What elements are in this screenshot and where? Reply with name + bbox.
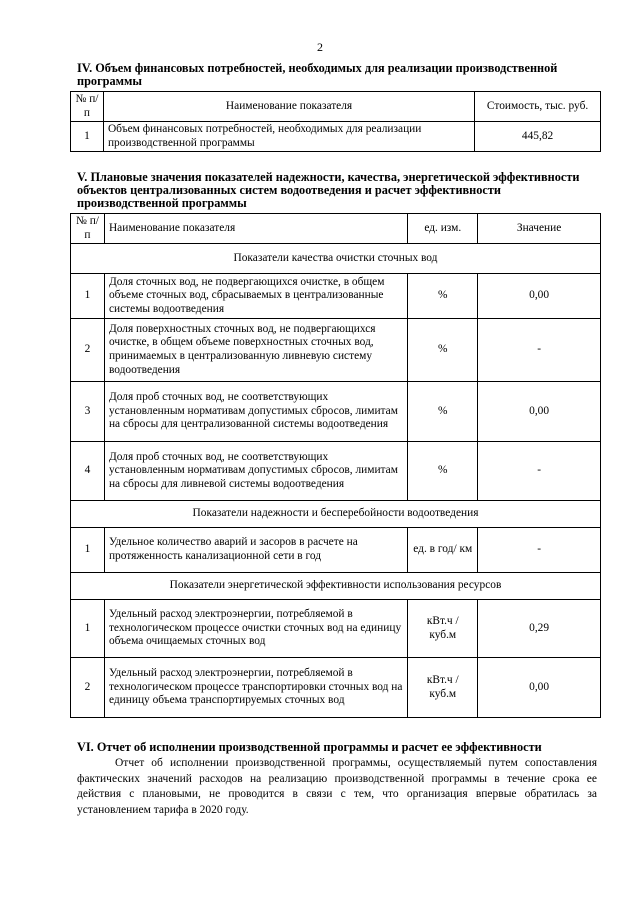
row-num: 3 <box>71 382 105 442</box>
financial-needs-table <box>70 91 601 152</box>
section-6-heading: VI. Отчет об исполнении производственной программы и расчет ее эффективности <box>77 740 542 754</box>
row-value: - <box>478 528 601 573</box>
row-name: Доля поверхностных сточных вод, не подвергающихся очистке, в общем объеме поверхностных сточных вод, принимаемых в централизованную ливневую систему водоотведения <box>104 319 407 382</box>
group-row <box>71 244 601 274</box>
row-num: 1 <box>71 122 104 152</box>
section-6-paragraph: Отчет об исполнении производственной программы, осуществляемый путем сопоставления фактических значений расходов на реализацию производственной программы в течение срока ее действия с плановыми, не проводится в связи с тем, что организация впервые обратилась за установлением тарифа в 2020 году. <box>77 757 597 816</box>
row-num: 4 <box>71 442 105 501</box>
row-num: 1 <box>71 528 105 573</box>
table-row <box>71 319 601 382</box>
row-value: 0,29 <box>478 600 601 658</box>
header-name: Наименование показателя <box>103 92 474 122</box>
table-row <box>71 122 601 152</box>
row-unit: кВт.ч / куб.м <box>408 600 478 658</box>
row-num: 1 <box>71 600 105 658</box>
row-value: - <box>478 319 601 382</box>
row-unit: % <box>408 274 478 319</box>
page-number: 2 <box>317 40 323 54</box>
group-title: Показатели надежности и бесперебойности водоотведения <box>71 501 601 528</box>
table-row <box>71 658 601 718</box>
row-unit: % <box>408 319 478 382</box>
table-row <box>71 600 601 658</box>
row-unit: % <box>408 442 478 501</box>
table-row <box>71 528 601 573</box>
table-row <box>71 382 601 442</box>
header-cost: Стоимость, тыс. руб. <box>475 92 601 122</box>
row-value: - <box>478 442 601 501</box>
table-row <box>71 274 601 319</box>
row-value: 0,00 <box>478 382 601 442</box>
row-unit: ед. в год/ км <box>408 528 478 573</box>
row-name: Удельный расход электроэнергии, потребляемой в технологическом процессе очистки сточных вод на единицу объема очищаемых сточных вод <box>104 600 407 658</box>
header-value: Значение <box>478 214 601 244</box>
row-value: 445,82 <box>475 122 601 152</box>
table-header-row <box>71 214 601 244</box>
row-unit: кВт.ч / куб.м <box>408 658 478 718</box>
row-num: 2 <box>71 319 105 382</box>
row-value: 0,00 <box>478 274 601 319</box>
header-num: № п/п <box>71 214 105 244</box>
group-row <box>71 501 601 528</box>
row-name: Удельное количество аварий и засоров в расчете на протяженность канализационной сети в год <box>104 528 407 573</box>
header-unit: ед. изм. <box>408 214 478 244</box>
group-title: Показатели качества очистки сточных вод <box>71 244 601 274</box>
row-name: Объем финансовых потребностей, необходимых для реализации производственной программы <box>103 122 474 152</box>
group-title: Показатели энергетической эффективности использования ресурсов <box>71 573 601 600</box>
row-name: Доля сточных вод, не подвергающихся очистке, в общем объеме сточных вод, сбрасываемых в централизованные системы водоотведения <box>104 274 407 319</box>
row-name: Доля проб сточных вод, не соответствующих установленным нормативам допустимых сбросов, лимитам на сбросы для централизованной системы водоотведения <box>104 382 407 442</box>
row-num: 2 <box>71 658 105 718</box>
header-num: № п/п <box>71 92 104 122</box>
row-name: Удельный расход электроэнергии, потребляемой в технологическом процессе транспортировки сточных вод на единицу объема транспортируемых сточных вод <box>104 658 407 718</box>
row-unit: % <box>408 382 478 442</box>
header-name: Наименование показателя <box>104 214 407 244</box>
row-num: 1 <box>71 274 105 319</box>
group-row <box>71 573 601 600</box>
indicators-table <box>70 213 601 718</box>
table-header-row <box>71 92 601 122</box>
table-row <box>71 442 601 501</box>
section-5-heading: V. Плановые значения показателей надежности, качества, энергетической эффективности объектов централизованных систем водоотведения и расчет эффективности производственной программы <box>77 170 580 210</box>
section-4-heading: IV. Объем финансовых потребностей, необходимых для реализации производственной программы <box>77 61 558 88</box>
row-name: Доля проб сточных вод, не соответствующих установленным нормативам допустимых сбросов, лимитам на сбросы для ливневой системы водоотведения <box>104 442 407 501</box>
row-value: 0,00 <box>478 658 601 718</box>
